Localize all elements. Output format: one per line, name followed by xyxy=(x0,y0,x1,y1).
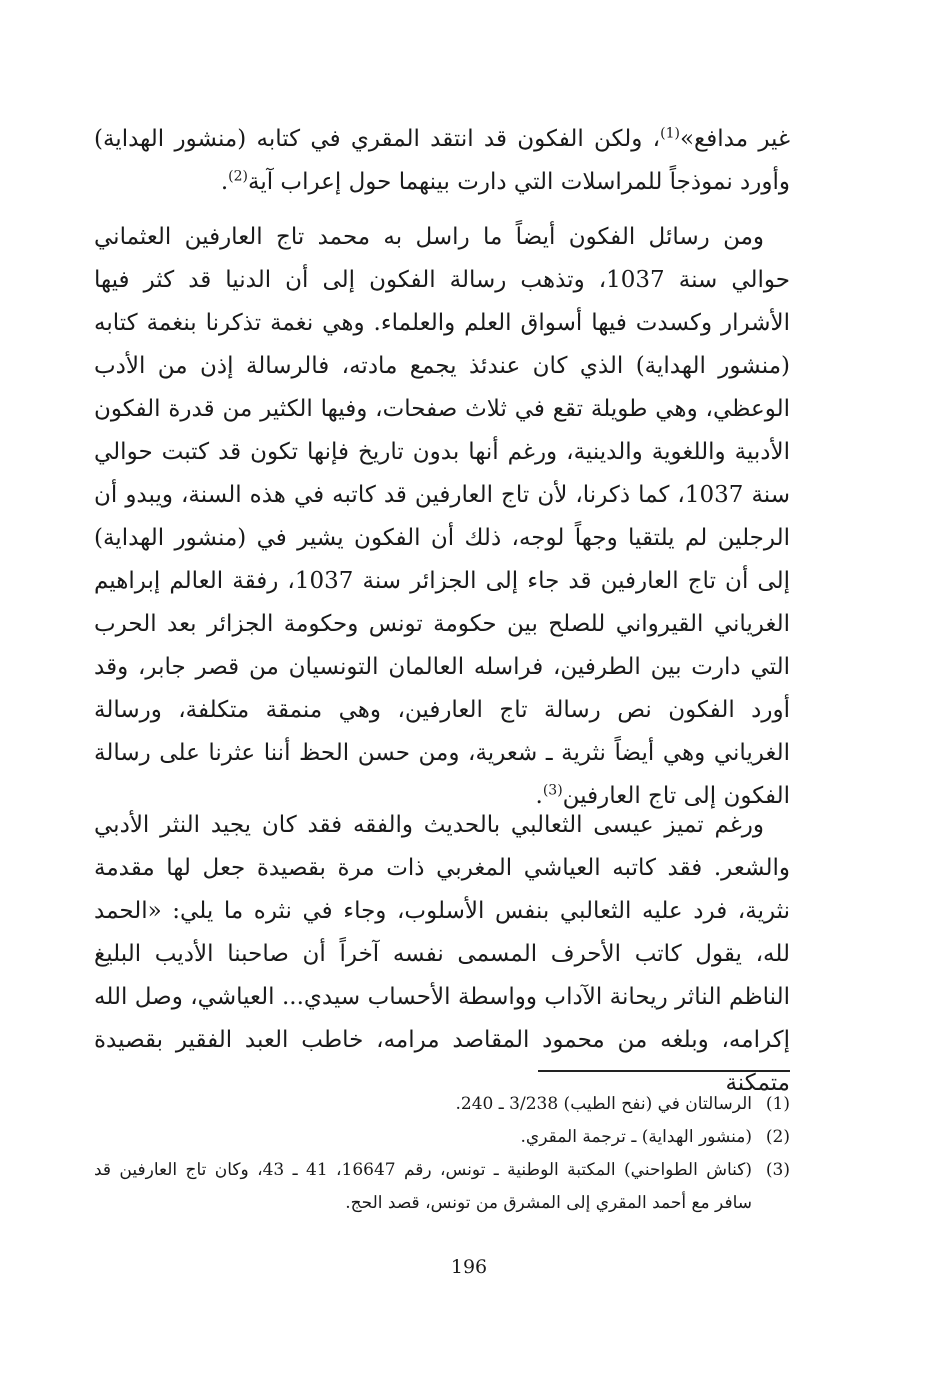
footnote-ref-3: (3) xyxy=(542,782,563,799)
text-run: ، ولكن الفكون قد انتقد المقري في كتابه (منشور الهداية) وأورد نموذجاً للمراسلات التي دارت بينهما حول إعراب آية xyxy=(94,126,790,195)
footnote-divider xyxy=(538,1070,790,1072)
footnote-3 xyxy=(94,1154,790,1220)
footnote-number: (1) xyxy=(765,1094,790,1114)
footnote-2 xyxy=(94,1121,790,1154)
footnote-text: (منشور الهداية) ـ ترجمة المقري. xyxy=(520,1127,752,1147)
footnote-ref-1: (1) xyxy=(660,125,680,142)
footnote-text: (كناش الطواحني) المكتبة الوطنية ـ تونس، رقم 16647، 41 ـ 43، وكان تاج العارفين قد سافر مع أحمد المقري إلى المشرق من تونس، قصد الحج. xyxy=(94,1160,752,1213)
footnote-number: (2) xyxy=(765,1127,790,1147)
footnotes xyxy=(94,1088,790,1220)
paragraph-text xyxy=(94,804,790,1105)
paragraph-3 xyxy=(94,804,790,1105)
paragraph-text xyxy=(94,216,790,818)
page-number: 196 xyxy=(450,1256,488,1278)
footnote-number: (3) xyxy=(765,1160,790,1180)
text-run: . xyxy=(535,783,543,809)
text-run: . xyxy=(220,169,229,195)
paragraph-1 xyxy=(94,118,790,204)
footnote-1 xyxy=(94,1088,790,1121)
paragraph-text xyxy=(94,118,790,204)
text-run: ورغم تميز عيسى الثعالبي بالحديث والفقه فقد كان يجيد النثر الأدبي والشعر. فقد كاتبه العياشي المغربي ذات مرة بقصيدة جعل لها مقدمة نثرية، فرد عليه الثعالبي بنفس الأسلوب، وجاء في نثره ما يلي: «الحمد لله، يقول كاتب الأحرف المسمى نفسه آخراً أن صاحبنا الأديب البليغ الناظم الناثر ريحانة الآداب وواسطة الأحساب سيدي... العياشي، وصل الله إكرامه، وبلغه من محمود المقاصد مرامه، خاطب العبد الفقير بقصيدة متمكنة xyxy=(94,812,790,1096)
footnote-ref-2: (2) xyxy=(228,168,248,185)
paragraph-2 xyxy=(94,216,790,818)
text-run: غير مدافع» xyxy=(679,126,790,152)
footnote-text: الرسالتان في (نفح الطيب) 3/238 ـ 240. xyxy=(455,1094,752,1114)
text-run: ومن رسائل الفكون أيضاً ما راسل به محمد تاج العارفين العثماني حوالي سنة 1037، وتذهب رسالة الفكون إلى أن الدنيا قد كثر فيها الأشرار وكسدت فيها أسواق العلم والعلماء. وهي نغمة تذكرنا بنغمة كتابه (منشور الهداية) الذي كان عندئذ يجمع مادته، فالرسالة إذن من الأدب الوعظي، وهي طويلة تقع في ثلاث صفحات، وفيها الكثير من قدرة الفكون الأدبية واللغوية والدينية، ورغم أنها بدون تاريخ فإنها تكون قد كتبت حوالي سنة 1037، كما ذكرنا، لأن تاج العارفين قد كاتبه في هذه السنة، ويبدو أن الرجلين لم يلتقيا وجهاً لوجه، ذلك أن الفكون يشير في (منشور الهداية) إلى أن تاج العارفين قد جاء إلى الجزائر سنة 1037، رفقة العالم إبراهيم الغرياني القيرواني للصلح بين حكومة تونس وحكومة الجزائر بعد الحرب التي دارت بين الطرفين، فراسله العالمان التونسيان من قصر جابر، وقد أورد الفكون نص رسالة تاج العارفين، وهي منمقة متكلفة، ورسالة الغرياني وهي أيضاً نثرية ـ شعرية، ومن حسن الحظ أننا عثرنا على رسالة الفكون إلى تاج العارفين xyxy=(94,224,791,809)
